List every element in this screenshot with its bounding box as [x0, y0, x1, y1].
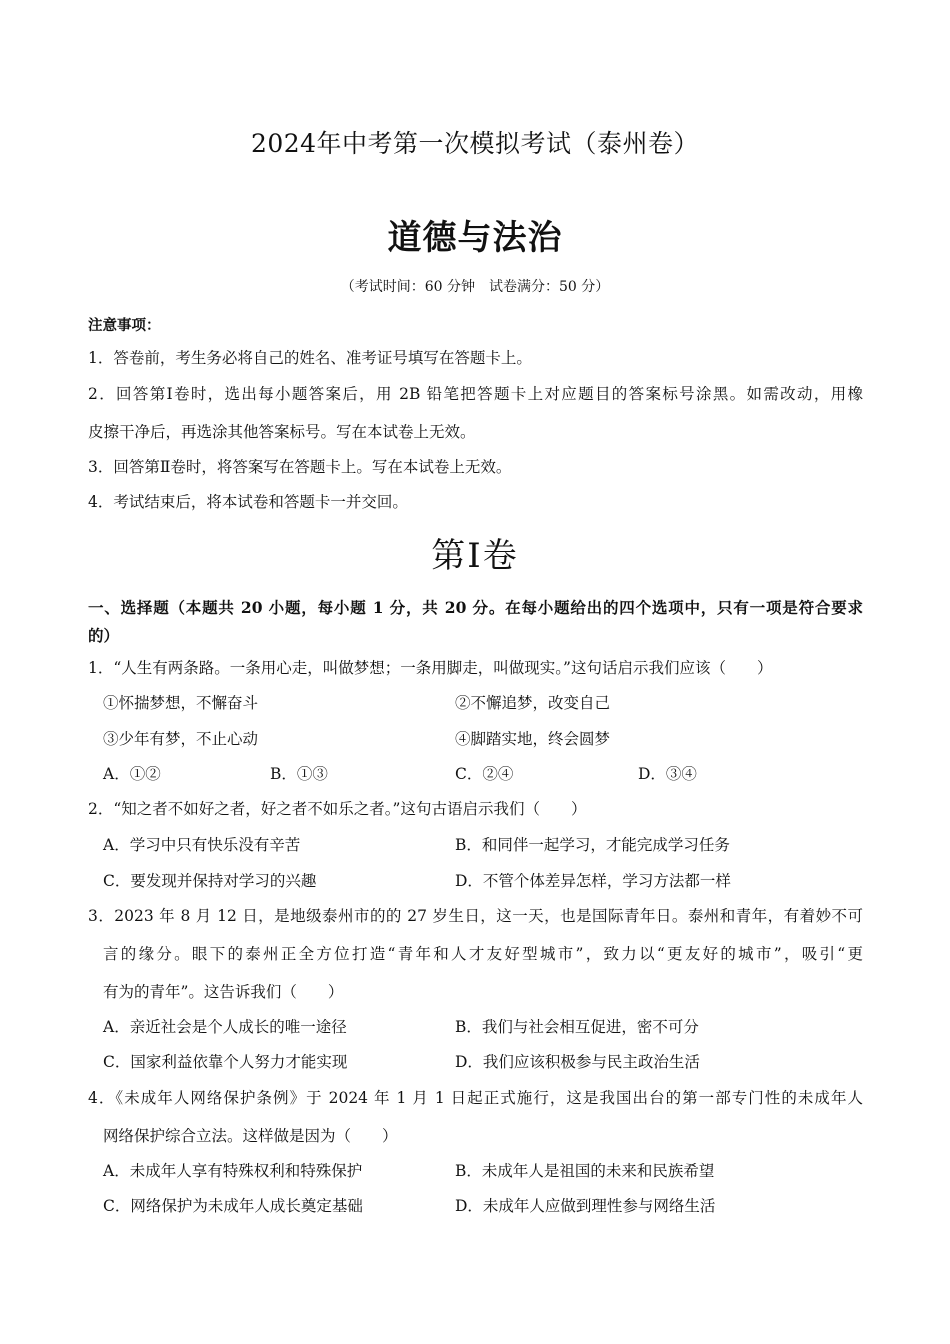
notes-heading: 注意事项： [88, 317, 161, 334]
q1-option-a: A．①② [103, 765, 161, 783]
q4-option-b: B．未成年人是祖国的未来和民族希望 [455, 1162, 715, 1180]
note-item-2-cont: 皮擦干净后，再选涂其他答案标号。写在本试卷上无效。 [88, 423, 476, 441]
q1-option-b: B．①③ [270, 765, 328, 783]
note-item-1: 1．答卷前，考生务必将自己的姓名、准考证号填写在答题卡上。 [88, 349, 532, 367]
note-item-3: 3．回答第Ⅱ卷时，将答案写在答题卡上。写在本试卷上无效。 [88, 458, 512, 476]
note-item-2: 2．回答第Ⅰ卷时，选出每小题答案后，用 2B 铅笔把答题卡上对应题目的答案标号涂黑。如需改动，用橡 [88, 385, 863, 403]
q4-option-c: C．网络保护为未成年人成长奠定基础 [103, 1197, 363, 1215]
q3-option-b: B．我们与社会相互促进，密不可分 [455, 1018, 699, 1036]
section-heading-cont: 的） [88, 626, 120, 645]
question-4-stem-line-2: 网络保护综合立法。这样做是因为（ ） [103, 1127, 398, 1145]
volume-title: 第Ⅰ卷 [431, 536, 519, 576]
q1-statement-1: ①怀揣梦想，不懈奋斗 [103, 694, 259, 712]
section-heading: 一、选择题（本题共 20 小题，每小题 1 分，共 20 分。在每小题给出的四个选项中，只有一项是符合要求 [88, 598, 863, 617]
q2-option-b: B．和同伴一起学习，才能完成学习任务 [455, 836, 730, 854]
q3-option-d: D．我们应该积极参与民主政治生活 [455, 1053, 700, 1071]
subject-title: 道德与法治 [387, 218, 563, 258]
q1-option-c: C．②④ [455, 765, 514, 783]
question-3-stem-line-3: 有为的青年”。这告诉我们（ ） [103, 983, 344, 1001]
question-4-stem-line-1: 4．《未成年人网络保护条例》于 2024 年 1 月 1 日起正式施行，这是我国出台的第一部专门性的未成年人 [88, 1089, 863, 1107]
q1-option-d: D．③④ [638, 765, 697, 783]
q3-option-c: C．国家利益依靠个人努力才能实现 [103, 1053, 348, 1071]
q1-statement-4: ④脚踏实地，终会圆梦 [455, 730, 611, 748]
question-3-stem-line-1: 3．2023 年 8 月 12 日，是地级泰州市的的 27 岁生日，这一天，也是国际青年日。泰州和青年，有着妙不可 [88, 907, 863, 925]
q2-option-a: A．学习中只有快乐没有辛苦 [103, 836, 301, 854]
question-1-stem: 1．“人生有两条路。一条用心走，叫做梦想；一条用脚走，叫做现实。”这句话启示我们应该（ ） [88, 659, 773, 677]
note-item-4: 4．考试结束后，将本试卷和答题卡一并交回。 [88, 493, 408, 511]
q3-option-a: A．亲近社会是个人成长的唯一途径 [103, 1018, 347, 1036]
q4-option-a: A．未成年人享有特殊权利和特殊保护 [103, 1162, 363, 1180]
main-title: 2024年中考第一次模拟考试（泰州卷） [250, 129, 700, 158]
q2-option-c: C．要发现并保持对学习的兴趣 [103, 872, 317, 890]
q1-statement-2: ②不懈追梦，改变自己 [455, 694, 611, 712]
q2-option-d: D．不管个体差异怎样，学习方法都一样 [455, 872, 731, 890]
question-3-stem-line-2: 言的缘分。眼下的泰州正全方位打造“青年和人才友好型城市”，致力以“更友好的城市”，吸引“更 [103, 945, 863, 963]
exam-info: （考试时间：60 分钟 试卷满分：50 分） [340, 279, 610, 295]
q4-option-d: D．未成年人应做到理性参与网络生活 [455, 1197, 716, 1215]
q1-statement-3: ③少年有梦，不止心动 [103, 730, 259, 748]
question-2-stem: 2．“知之者不如好之者，好之者不如乐之者。”这句古语启示我们（ ） [88, 800, 587, 818]
